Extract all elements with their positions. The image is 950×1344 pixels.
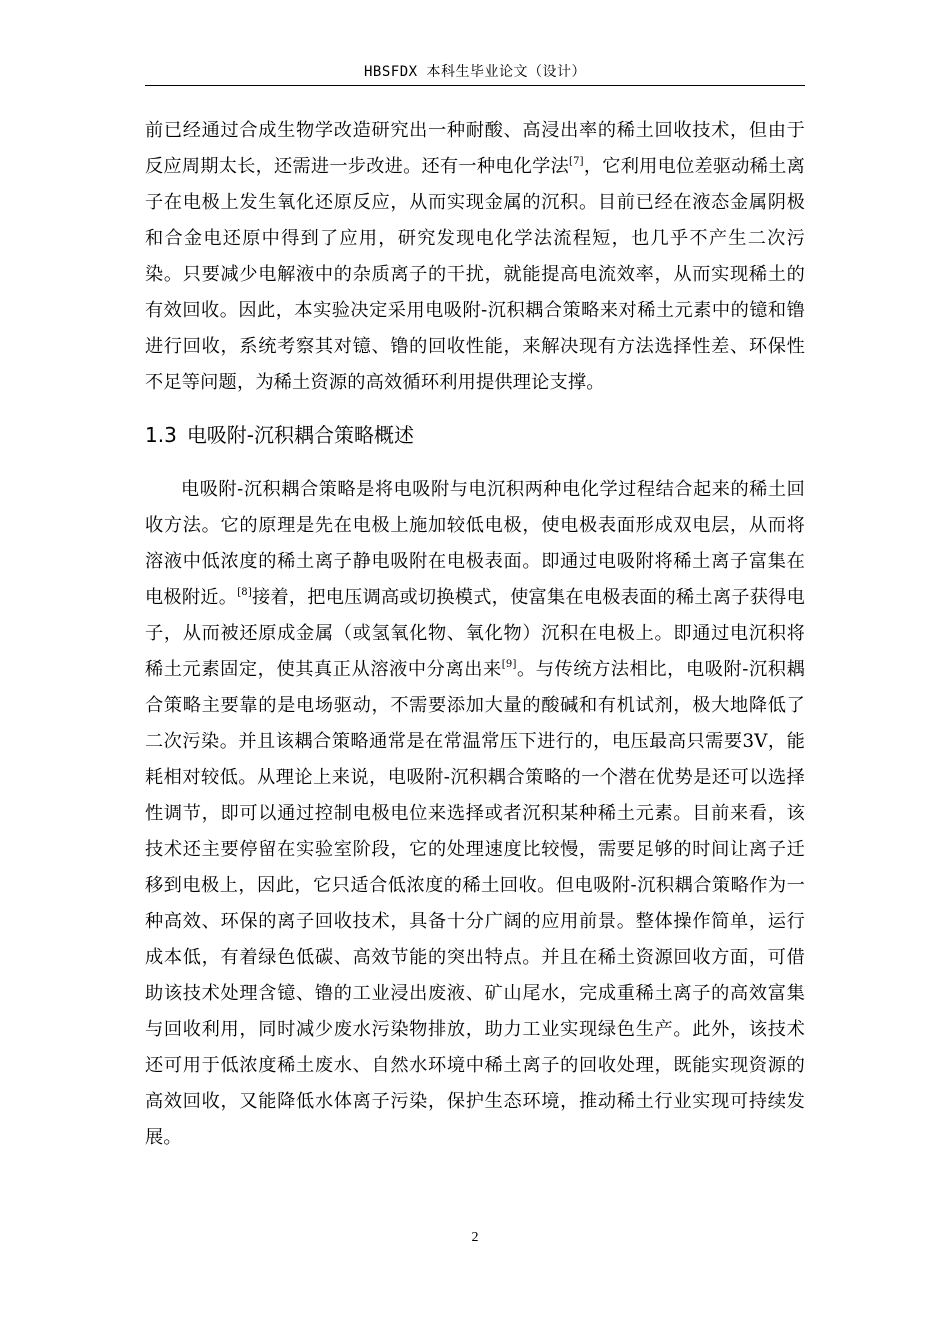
- paragraph-1: [145, 113, 805, 401]
- paragraph-2: [145, 472, 805, 1156]
- paragraph-2-text-b: 接着，把电压调高或切换模式，使富集在电极表面的稀土离子获得电子，从而被还原成金属（或氢氧化物、氧化物）沉积在电极上。即通过电沉积将稀土元素固定，使其真正从溶液中分离出来: [145, 587, 805, 680]
- header-rule: [145, 85, 805, 86]
- running-header: HBSFDX 本科生毕业论文（设计）: [363, 64, 586, 80]
- citation-7[interactable]: [7]: [569, 156, 584, 167]
- paragraph-2-text-c: 。与传统方法相比，电吸附-沉积耦合策略主要靠的是电场驱动，不需要添加大量的酸碱和有机试剂，极大地降低了二次污染。并且该耦合策略通常是在常温常压下进行的，电压最高只需要3V，能耗相对较低。从理论上来说，电吸附-沉积耦合策略的一个潜在优势是还可以选择性调节，即可以通过控制电极电位来选择或者沉积某种稀土元素。目前来看，该技术还主要停留在实验室阶段，它的处理速度比较慢，需要足够的时间让离子迁移到电极上，因此，它只适合低浓度的稀土回收。但电吸附-沉积耦合策略作为一种高效、环保的离子回收技术，具备十分广阔的应用前景。整体操作简单，运行成本低，有着绿色低碳、高效节能的突出特点。并且在稀土资源回收方面，可借助该技术处理含镱、镥的工业浸出废液、矿山尾水，完成重稀土离子的高效富集与回收利用，同时减少废水污染物排放，助力工业实现绿色生产。此外，该技术还可用于低浓度稀土废水、自然水环境中稀土离子的回收处理，既能实现资源的高效回收，又能降低水体离子污染，保护生态环境，推动稀土行业实现可持续发展。: [145, 659, 805, 1148]
- section-number: 1.3: [145, 423, 177, 447]
- citation-9[interactable]: [9]: [501, 659, 517, 670]
- paragraph-1-text-b: ，它利用电位差驱动稀土离子在电极上发生氧化还原反应，从而实现金属的沉积。目前已经在液态金属阴极和合金电还原中得到了应用，研究发现电化学法流程短，也几乎不产生二次污染。只要减少电解液中的杂质离子的干扰，就能提高电流效率，从而实现稀土的有效回收。因此，本实验决定采用电吸附-沉积耦合策略来对稀土元素中的镱和镥进行回收，系统考察其对镱、镥的回收性能，来解决现有方法选择性差、环保性不足等问题，为稀土资源的高效循环利用提供理论支撑。: [145, 156, 805, 393]
- citation-8[interactable]: [8]: [237, 587, 252, 598]
- section-title: 电吸附-沉积耦合策略概述: [186, 423, 415, 447]
- paragraph-2-text-a: 电吸附-沉积耦合策略是将电吸附与电沉积两种电化学过程结合起来的稀土回收方法。它的原理是先在电极上施加较低电极，使电极表面形成双电层，从而将溶液中低浓度的稀土离子静电吸附在电极表面。即通过电吸附将稀土离子富集在电极附近。: [145, 479, 805, 608]
- paragraph-1-text-a: 前已经通过合成生物学改造研究出一种耐酸、高浸出率的稀土回收技术，但由于反应周期太长，还需进一步改进。还有一种电化学法: [145, 120, 805, 177]
- page-number: 2: [471, 1230, 479, 1245]
- section-heading: [145, 420, 805, 450]
